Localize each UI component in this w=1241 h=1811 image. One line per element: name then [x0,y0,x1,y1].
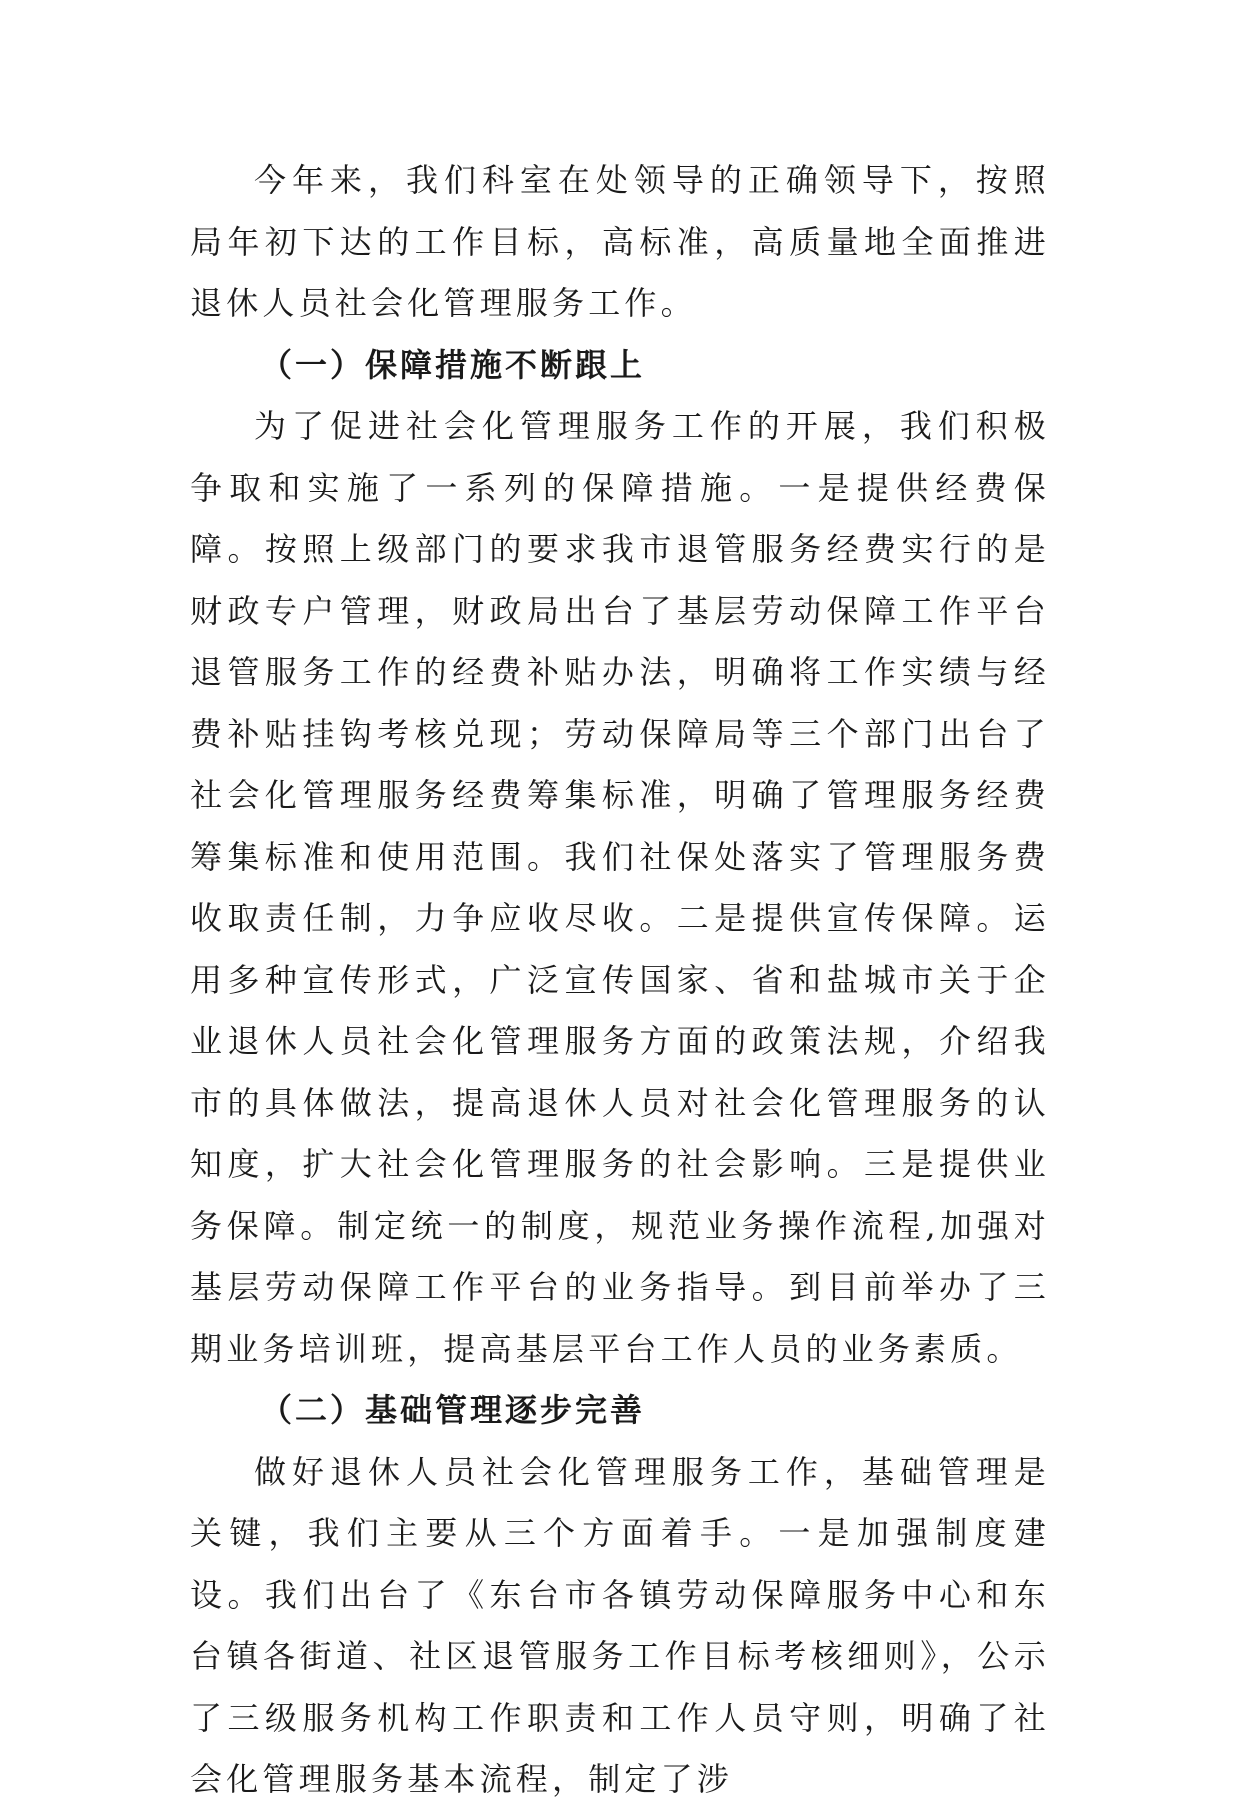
section-2-paragraph: 做好退休人员社会化管理服务工作，基础管理是关键，我们主要从三个方面着手。一是加强制度建设。我们出台了《东台市各镇劳动保障服务中心和东台镇各街道、社区退管服务工作目标考核细则》，公示了三级服务机构工作职责和工作人员守则，明确了社会化管理服务基本流程，制定了涉 [190,1452,1050,1798]
document-body [190,150,1050,1811]
intro-paragraph: 今年来，我们科室在处领导的正确领导下，按照局年初下达的工作目标，高标准，高质量地全面推进退休人员社会化管理服务工作。 [190,161,1050,322]
section-1-paragraph: 为了促进社会化管理服务工作的开展，我们积极争取和实施了一系列的保障措施。一是提供经费保障。按照上级部门的要求我市退管服务经费实行的是财政专户管理，财政局出台了基层劳动保障工作平台退管服务工作的经费补贴办法，明确将工作实绩与经费补贴挂钩考核兑现；劳动保障局等三个部门出台了社会化管理服务经费筹集标准，明确了管理服务经费筹集标准和使用范围。我们社保处落实了管理服务费收取责任制，力争应收尽收。二是提供宣传保障。运用多种宣传形式，广泛宣传国家、省和盐城市关于企业退休人员社会化管理服务方面的政策法规，介绍我市的具体做法，提高退休人员对社会化管理服务的认知度，扩大社会化管理服务的社会影响。三是提供业务保障。制定统一的制度，规范业务操作流程,加强对基层劳动保障工作平台的业务指导。到目前举办了三期业务培训班，提高基层平台工作人员的业务素质。 [190,407,1050,1368]
section-heading-1: （一）保障措施不断跟上 [260,345,646,384]
section-heading-2: （二）基础管理逐步完善 [260,1391,646,1429]
